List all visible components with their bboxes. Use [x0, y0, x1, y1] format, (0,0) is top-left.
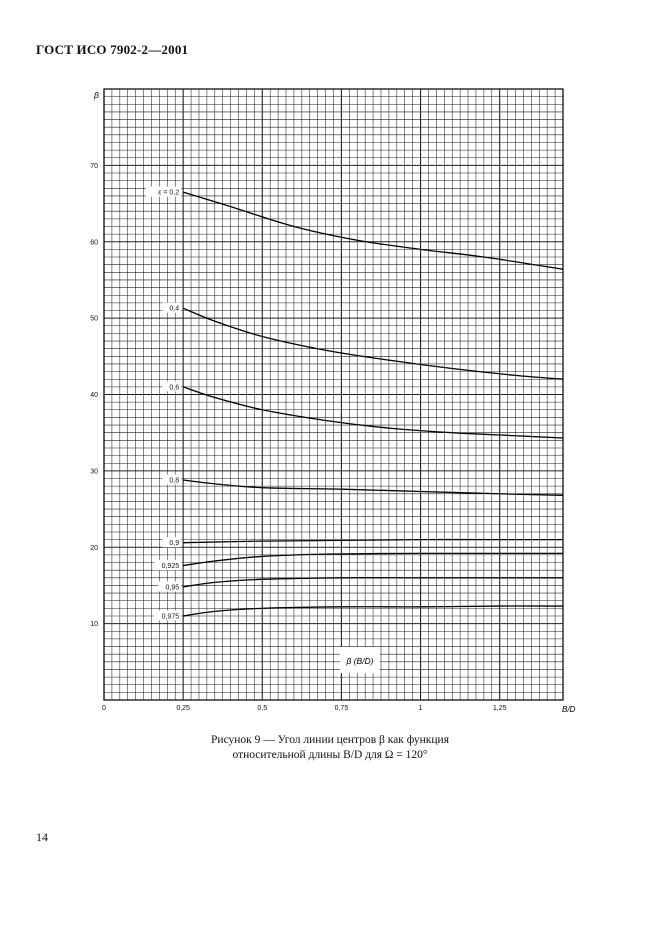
x-tick-label: 0 — [102, 705, 106, 712]
x-tick-label: 0,25 — [176, 705, 190, 712]
caption-line-1: Рисунок 9 — Угол линии центров β как функция — [211, 734, 449, 746]
series-label: 0,6 — [169, 384, 180, 392]
document-header: ГОСТ ИСО 7902-2—2001 — [36, 42, 189, 57]
series-label: 0,925 — [161, 563, 180, 571]
figure-caption — [150, 733, 510, 763]
series-label: 0,8 — [169, 477, 180, 485]
series-labels — [146, 187, 181, 621]
y-axis-label: β — [94, 90, 99, 100]
caption-line-2: относительной длины B/D для Ω = 120° — [232, 749, 428, 761]
y-tick-label: 30 — [90, 468, 98, 476]
function-label: β (B/D) — [346, 656, 374, 666]
x-tick-label: 0,5 — [257, 705, 268, 712]
x-tick-label: 1,25 — [492, 705, 507, 712]
series-label: 0,9 — [169, 540, 180, 548]
y-tick-label: 50 — [90, 315, 98, 323]
series-label: 0,4 — [169, 305, 180, 313]
series-label: 0,975 — [161, 613, 180, 621]
series-label: ε = 0,2 — [158, 189, 180, 197]
grid — [104, 89, 563, 700]
x-tick-label: 0,75 — [334, 705, 349, 712]
y-tick-label: 70 — [90, 162, 98, 170]
y-tick-label: 60 — [90, 239, 98, 247]
y-tick-label: 20 — [90, 544, 98, 552]
page-number: 14 — [36, 830, 48, 844]
y-tick-label: 10 — [90, 621, 98, 629]
function-label-group — [340, 647, 380, 673]
x-axis-label: B/D — [562, 705, 576, 714]
x-tick-label: 1 — [418, 705, 423, 712]
y-tick-label: 40 — [90, 392, 98, 399]
series-label: 0,95 — [165, 584, 180, 592]
